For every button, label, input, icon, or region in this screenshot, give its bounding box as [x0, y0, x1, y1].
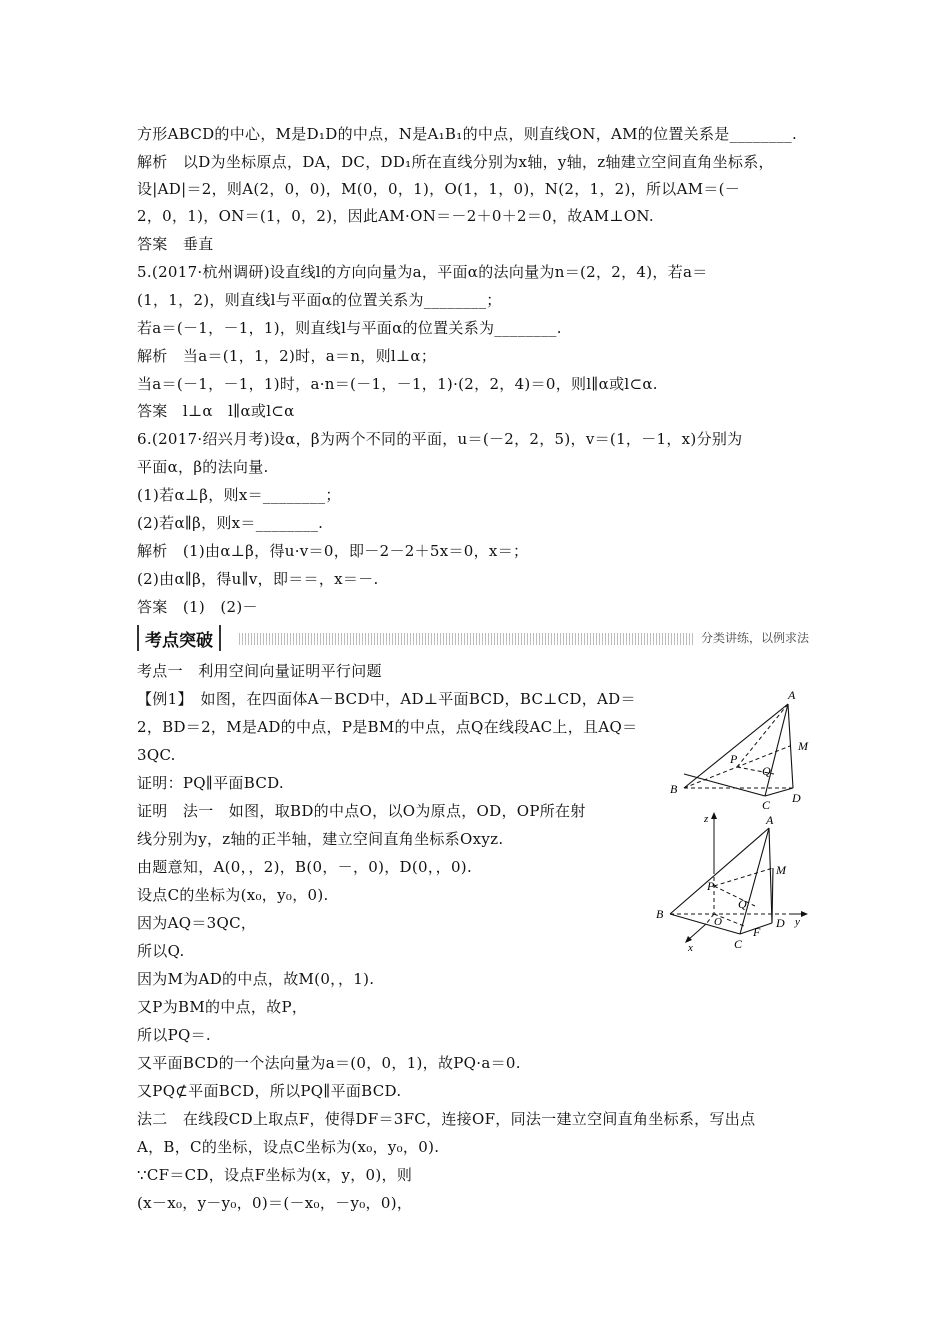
- text-line: 解析 (1)由α⊥β，得u·v＝0，即－2－2＋5x＝0，x＝；: [137, 542, 529, 560]
- text-line: 设|AD|＝2，则A(2，0，0)，M(0，0，1)，O(1，1，0)，N(2，1，2)，所以AM＝(－: [137, 180, 741, 198]
- text-line: (x－x₀，y－y₀，0)＝(－x₀，－y₀，0)，: [137, 1194, 413, 1212]
- figure-label: Q: [738, 897, 747, 911]
- text-line: 由题意知，A(0，，2)，B(0，－，0)，D(0，，0).: [137, 858, 473, 876]
- figure-label: y: [795, 916, 800, 928]
- figure-label: O: [714, 916, 722, 928]
- question-line: 5.(2017·杭州调研)设直线l的方向向量为a，平面α的法向量为n＝(2，2，4)，若a＝: [137, 263, 708, 281]
- coordinate-tetrahedron-figure: [652, 810, 812, 952]
- text-line: 所以PQ＝.: [137, 1026, 211, 1044]
- figure-label: P: [730, 752, 738, 766]
- section-banner: [137, 625, 813, 651]
- tetrahedron-figure: [670, 685, 830, 810]
- figure-label: z: [704, 813, 709, 825]
- text-line: 3QC.: [137, 746, 176, 764]
- text-line: 设点C的坐标为(x₀，y₀，0).: [137, 886, 329, 904]
- text-line: 又PQ⊄平面BCD，所以PQ∥平面BCD.: [137, 1082, 402, 1100]
- text-line: 解析 当a＝(1，1，2)时，a＝n，则l⊥α；: [137, 347, 437, 365]
- figure-label: C: [762, 798, 771, 810]
- text-line: 方形ABCD的中心，M是D₁D的中点，N是A₁B₁的中点，则直线ON，AM的位置关系是________.: [137, 125, 798, 143]
- figure-label: F: [753, 925, 761, 939]
- example-line: 【例1】 如图，在四面体A－BCD中，AD⊥平面BCD，BC⊥CD，AD＝: [137, 690, 636, 708]
- answer-line: 答案 l⊥α l∥α或l⊂α: [137, 402, 295, 420]
- figure-label: M: [798, 739, 808, 753]
- figure-label: A: [766, 813, 774, 827]
- text-line: 线分别为y，z轴的正半轴，建立空间直角坐标系Oxyz.: [137, 830, 504, 848]
- figure-label: B: [670, 782, 678, 796]
- text-line: 又平面BCD的一个法向量为a＝(0，0，1)，故PQ·a＝0.: [137, 1054, 521, 1072]
- text-line: 2，0，1)，ON＝(1，0，2)，因此AM·ON＝－2＋0＋2＝0，故AM⊥ON.: [137, 207, 654, 225]
- text-line: 所以Q.: [137, 942, 185, 960]
- figure-label: M: [776, 863, 786, 877]
- text-line: 平面α，β的法向量.: [137, 458, 269, 476]
- text-line: (2)由α∥β，得u∥v，即＝＝，x＝－.: [137, 570, 379, 588]
- banner-title: 考点突破: [137, 625, 221, 651]
- figure-label: D: [792, 791, 801, 805]
- figure-label: P: [707, 879, 715, 893]
- text-line: 因为M为AD的中点，故M(0，，1).: [137, 970, 375, 988]
- figure-label: D: [776, 916, 785, 930]
- figure-label: x: [688, 942, 693, 952]
- text-line: 当a＝(－1，－1，1)时，a·n＝(－1，－1，1)·(2，2，4)＝0，则l∥α或l⊂α.: [137, 375, 658, 393]
- text-line: (2)若α∥β，则x＝________.: [137, 514, 324, 532]
- text-line: 又P为BM的中点，故P，: [137, 998, 308, 1016]
- text-line: 2，BD＝2，M是AD的中点，P是BM的中点，点Q在线段AC上，且AQ＝: [137, 718, 638, 736]
- text-line: 解析 以D为坐标原点，DA，DC，DD₁所在直线分别为x轴，y轴，z轴建立空间直角坐标系，: [137, 153, 774, 171]
- text-line: 证明 法一 如图，取BD的中点O，以O为原点，OD，OP所在射: [137, 802, 586, 820]
- text-line: 法二 在线段CD上取点F，使得DF＝3FC，连接OF，同法一建立空间直角坐标系，写出点: [137, 1110, 756, 1128]
- banner-subtitle: 分类讲练，以例求法: [693, 629, 813, 647]
- text-line: A，B，C的坐标，设点C坐标为(x₀，y₀，0).: [137, 1138, 440, 1156]
- text-line: 因为AQ＝3QC，: [137, 914, 257, 932]
- text-line: ∵CF＝CD，设点F坐标为(x，y，0)，则: [137, 1166, 413, 1184]
- answer-line: 答案 (1) (2)－: [137, 598, 258, 616]
- section-heading: 考点一 利用空间向量证明平行问题: [137, 662, 382, 680]
- figure-label: C: [734, 937, 743, 951]
- text-line: (1，1，2)，则直线l与平面α的位置关系为________；: [137, 291, 502, 309]
- figure-label: Q: [762, 764, 771, 778]
- figure-label: B: [656, 907, 664, 921]
- text-line: 若a＝(－1，－1，1)，则直线l与平面α的位置关系为________.: [137, 319, 562, 337]
- question-line: 6.(2017·绍兴月考)设α，β为两个不同的平面，u＝(－2，2，5)，v＝(1，－1，x)分别为: [137, 430, 743, 448]
- text-line: (1)若α⊥β，则x＝________；: [137, 486, 341, 504]
- text-line: 证明：PQ∥平面BCD.: [137, 774, 284, 792]
- answer-line: 答案 垂直: [137, 235, 214, 253]
- figure-label: A: [788, 688, 796, 702]
